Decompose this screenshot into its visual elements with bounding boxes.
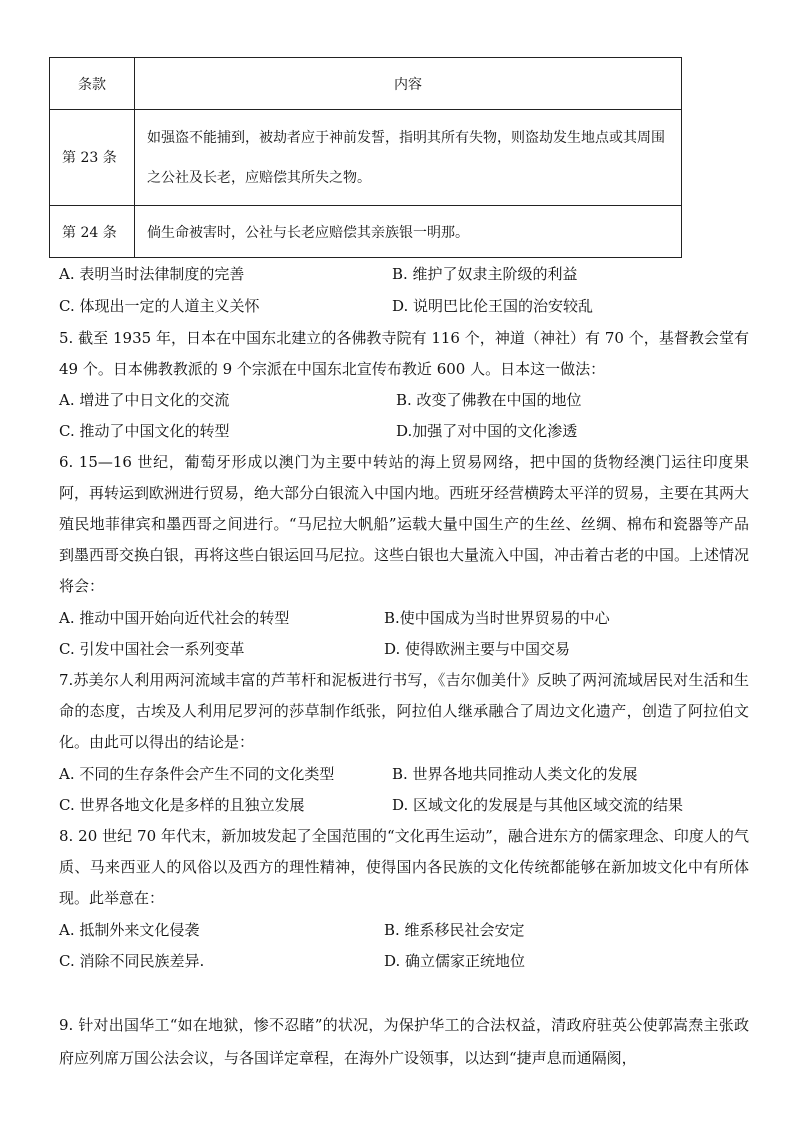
q7-stem: 7.苏美尔人利用两河流域丰富的芦苇杆和泥板进行书写，《吉尔伽美什》反映了两河流域居民对生活和生命的态度，古埃及人利用尼罗河的莎草制作纸张，阿拉伯人继承融合了周边文化遗产，创造了阿拉伯文化。由此可以得出的结论是： bbox=[59, 671, 749, 751]
q8-option-a: A. 抵制外来文化侵袭 bbox=[59, 921, 200, 939]
q4-option-a: A. 表明当时法律制度的完善 bbox=[59, 265, 245, 283]
law-table bbox=[49, 57, 682, 258]
q7-option-d: D. 区域文化的发展是与其他区域交流的结果 bbox=[392, 796, 684, 814]
table-cell-clause: 第 24 条 bbox=[50, 206, 135, 258]
table-row bbox=[50, 110, 682, 206]
q6-option-a: A. 推动中国开始向近代社会的转型 bbox=[59, 609, 290, 627]
q6-stem: 6. 15—16 世纪，葡萄牙形成以澳门为主要中转站的海上贸易网络，把中国的货物经澳门运往印度果阿，再转运到欧洲进行贸易，绝大部分白银流入中国内地。西班牙经营横跨太平洋的贸易，主要在其两大殖民地菲律宾和墨西哥之间进行。“马尼拉大帆船”运载大量中国生产的生丝、丝绸、棉布和瓷器等产品到墨西哥交换白银，再将这些白银运回马尼拉。这些白银也大量流入中国，冲击着古老的中国。上述情况将会： bbox=[59, 453, 750, 595]
q5-stem: 5. 截至 1935 年，日本在中国东北建立的各佛教寺院有 116 个，神道（神社）有 70 个，基督教会堂有 49 个。日本佛教教派的 9 个宗派在中国东北宣传布教近 600 人。日本这一做法： bbox=[59, 329, 749, 378]
q7-option-b: B. 世界各地共同推动人类文化的发展 bbox=[392, 765, 638, 783]
q4-option-c: C. 体现出一定的人道主义关怀 bbox=[59, 297, 260, 315]
q6-option-b: B.使中国成为当时世界贸易的中心 bbox=[384, 609, 610, 627]
table-header-clause: 条款 bbox=[50, 58, 135, 110]
table-header-content: 内容 bbox=[135, 58, 682, 110]
q8-option-d: D. 确立儒家正统地位 bbox=[384, 952, 526, 970]
q5-option-d: D.加强了对中国的文化渗透 bbox=[396, 422, 578, 440]
table-cell-content: 倘生命被害时，公社与长老应赔偿其亲族银一明那。 bbox=[135, 206, 682, 258]
q6-option-c: C. 引发中国社会一系列变革 bbox=[59, 640, 245, 658]
q8-option-c: C. 消除不同民族差异. bbox=[59, 952, 205, 970]
q9-stem: 9. 针对出国华工“如在地狱，惨不忍睹”的状况，为保护华工的合法权益，清政府驻英公使郭嵩焘主张政府应列席万国公法会议，与各国详定章程，在海外广设领事，以达到“捷声息而通隔阂， bbox=[59, 1016, 749, 1067]
table-cell-content: 如强盗不能捕到，被劫者应于神前发誓，指明其所有失物，则盗劫发生地点或其周围之公社及长老，应赔偿其所失之物。 bbox=[135, 110, 682, 206]
table-cell-clause: 第 23 条 bbox=[50, 110, 135, 206]
q8-option-b: B. 维系移民社会安定 bbox=[384, 921, 525, 939]
q7-option-a: A. 不同的生存条件会产生不同的文化类型 bbox=[59, 765, 335, 783]
q5-option-a: A. 增进了中日文化的交流 bbox=[59, 391, 230, 409]
q7-option-c: C. 世界各地文化是多样的且独立发展 bbox=[59, 796, 305, 814]
table-row bbox=[50, 206, 682, 258]
table-header-row bbox=[50, 58, 682, 110]
q4-option-b: B. 维护了奴隶主阶级的利益 bbox=[392, 265, 578, 283]
q8-stem: 8. 20 世纪 70 年代末，新加坡发起了全国范围的“文化再生运动”，融合进东方的儒家理念、印度人的气质、马来西亚人的风俗以及西方的理性精神，使得国内各民族的文化传统都能够在新加坡文化中有所体现。此举意在： bbox=[59, 827, 749, 907]
q6-option-d: D. 使得欧洲主要与中国交易 bbox=[384, 640, 571, 658]
q4-option-d: D. 说明巴比伦王国的治安较乱 bbox=[392, 297, 594, 315]
q5-option-c: C. 推动了中国文化的转型 bbox=[59, 422, 230, 440]
q5-option-b: B. 改变了佛教在中国的地位 bbox=[396, 391, 582, 409]
